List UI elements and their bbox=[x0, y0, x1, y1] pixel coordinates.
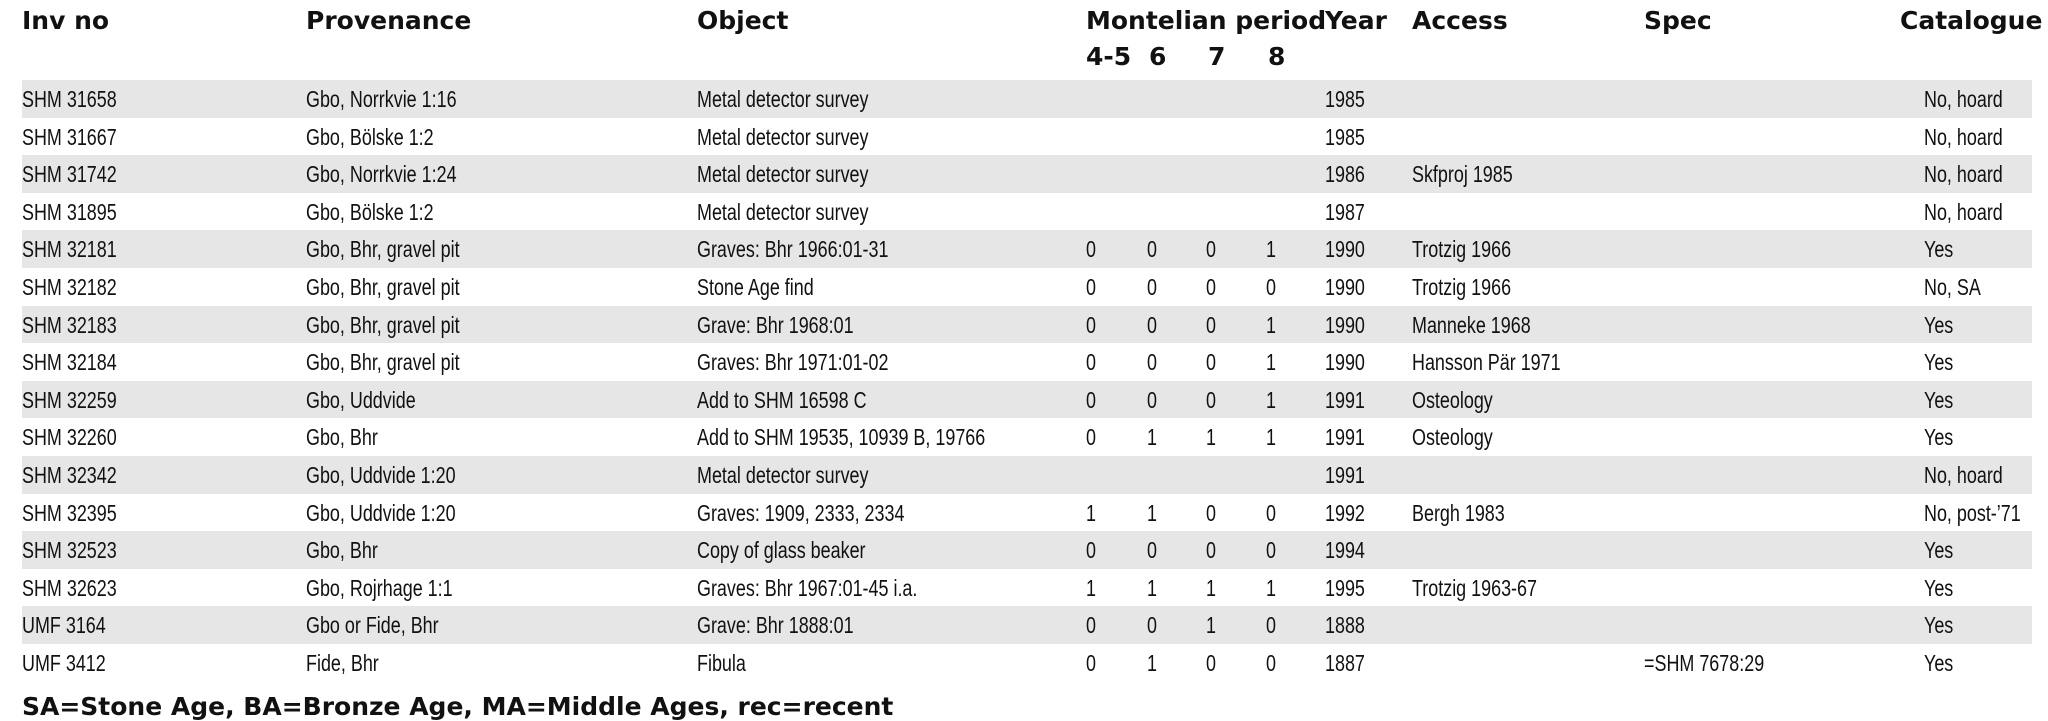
cell-year: 1991 bbox=[1325, 424, 1365, 451]
cell-period-8: 0 bbox=[1266, 499, 1276, 526]
table-body bbox=[22, 80, 2032, 682]
cell-period-7: 1 bbox=[1206, 574, 1216, 601]
header-provenance: Provenance bbox=[306, 6, 472, 35]
cell-inv-no: SHM 31742 bbox=[22, 161, 117, 188]
cell-period-4-5: 0 bbox=[1086, 386, 1096, 413]
header-period-7: 7 bbox=[1208, 42, 1226, 71]
cell-inv-no: SHM 32182 bbox=[22, 273, 117, 300]
cell-access: Skfproj 1985 bbox=[1412, 161, 1513, 188]
cell-period-8: 0 bbox=[1266, 612, 1276, 639]
cell-object: Metal detector survey bbox=[697, 461, 869, 488]
cell-provenance: Fide, Bhr bbox=[306, 649, 379, 676]
cell-year: 1985 bbox=[1325, 86, 1365, 112]
cell-catalogue: Yes bbox=[1924, 612, 1954, 639]
cell-period-4-5: 0 bbox=[1086, 311, 1096, 338]
cell-object: Copy of glass beaker bbox=[697, 537, 866, 564]
cell-year: 1991 bbox=[1325, 461, 1365, 488]
cell-period-7: 0 bbox=[1206, 649, 1216, 676]
cell-access: Trotzig 1963-67 bbox=[1412, 574, 1537, 601]
cell-period-8: 1 bbox=[1266, 574, 1276, 601]
cell-access: Hansson Pär 1971 bbox=[1412, 349, 1561, 376]
cell-inv-no: SHM 31895 bbox=[22, 198, 117, 225]
cell-year: 1995 bbox=[1325, 574, 1365, 601]
table-row bbox=[22, 606, 2032, 644]
cell-object: Graves: Bhr 1967:01-45 i.a. bbox=[697, 574, 918, 601]
cell-period-4-5: 0 bbox=[1086, 349, 1096, 376]
cell-object: Add to SHM 16598 C bbox=[697, 386, 867, 413]
cell-object: Metal detector survey bbox=[697, 86, 869, 112]
cell-inv-no: SHM 31658 bbox=[22, 86, 117, 112]
cell-period-7: 0 bbox=[1206, 273, 1216, 300]
cell-access: Trotzig 1966 bbox=[1412, 236, 1512, 263]
cell-period-4-5: 1 bbox=[1086, 499, 1096, 526]
header-period-8: 8 bbox=[1268, 42, 1286, 71]
header-year: Year bbox=[1325, 6, 1387, 35]
table-row bbox=[22, 456, 2032, 494]
cell-period-6: 0 bbox=[1147, 386, 1157, 413]
cell-period-6: 0 bbox=[1147, 612, 1157, 639]
cell-period-7: 0 bbox=[1206, 349, 1216, 376]
cell-inv-no: SHM 32260 bbox=[22, 424, 117, 451]
cell-inv-no: SHM 32623 bbox=[22, 574, 117, 601]
cell-period-4-5: 0 bbox=[1086, 537, 1096, 564]
cell-year: 1990 bbox=[1325, 273, 1365, 300]
inventory-table bbox=[22, 0, 2043, 682]
cell-provenance: Gbo, Bhr, gravel pit bbox=[306, 236, 460, 263]
cell-provenance: Gbo, Bölske 1:2 bbox=[306, 123, 434, 150]
cell-access: Bergh 1983 bbox=[1412, 499, 1505, 526]
cell-access: Manneke 1968 bbox=[1412, 311, 1531, 338]
cell-provenance: Gbo, Norrkvie 1:16 bbox=[306, 86, 457, 112]
cell-period-4-5: 0 bbox=[1086, 649, 1096, 676]
table-row bbox=[22, 531, 2032, 569]
cell-period-6: 0 bbox=[1147, 349, 1157, 376]
cell-year: 1990 bbox=[1325, 236, 1365, 263]
cell-object: Metal detector survey bbox=[697, 198, 869, 225]
header-period-4-5: 4-5 bbox=[1086, 42, 1132, 71]
cell-period-6: 0 bbox=[1147, 273, 1157, 300]
cell-year: 1992 bbox=[1325, 499, 1365, 526]
cell-catalogue: Yes bbox=[1924, 424, 1954, 451]
cell-inv-no: SHM 32259 bbox=[22, 386, 117, 413]
cell-catalogue: No, hoard bbox=[1924, 123, 2003, 150]
table-row bbox=[22, 118, 2032, 156]
header-montelian-period: Montelian period bbox=[1086, 6, 1327, 35]
cell-year: 1985 bbox=[1325, 123, 1365, 150]
cell-catalogue: Yes bbox=[1924, 537, 1954, 564]
cell-period-7: 0 bbox=[1206, 537, 1216, 564]
cell-inv-no: SHM 31667 bbox=[22, 123, 117, 150]
cell-provenance: Gbo, Bhr, gravel pit bbox=[306, 311, 460, 338]
cell-provenance: Gbo, Bhr bbox=[306, 537, 378, 564]
cell-period-4-5: 0 bbox=[1086, 273, 1096, 300]
cell-period-4-5: 0 bbox=[1086, 612, 1096, 639]
cell-provenance: Gbo, Rojrhage 1:1 bbox=[306, 574, 453, 601]
cell-inv-no: SHM 32184 bbox=[22, 349, 117, 376]
cell-inv-no: SHM 32395 bbox=[22, 499, 117, 526]
cell-catalogue: Yes bbox=[1924, 574, 1954, 601]
cell-period-8: 1 bbox=[1266, 424, 1276, 451]
cell-catalogue: No, hoard bbox=[1924, 86, 2003, 112]
header-object: Object bbox=[697, 6, 789, 35]
cell-object: Grave: Bhr 1968:01 bbox=[697, 311, 854, 338]
cell-spec: =SHM 7678:29 bbox=[1644, 649, 1765, 676]
cell-catalogue: No, SA bbox=[1924, 273, 1981, 300]
cell-period-6: 1 bbox=[1147, 574, 1157, 601]
cell-period-8: 1 bbox=[1266, 386, 1276, 413]
cell-year: 1987 bbox=[1325, 198, 1365, 225]
cell-period-7: 0 bbox=[1206, 386, 1216, 413]
cell-object: Metal detector survey bbox=[697, 123, 869, 150]
cell-object: Stone Age find bbox=[697, 273, 814, 300]
table-row bbox=[22, 644, 2032, 682]
cell-year: 1994 bbox=[1325, 537, 1365, 564]
cell-year: 1990 bbox=[1325, 349, 1365, 376]
cell-year: 1986 bbox=[1325, 161, 1365, 188]
cell-provenance: Gbo, Norrkvie 1:24 bbox=[306, 161, 457, 188]
cell-period-8: 0 bbox=[1266, 649, 1276, 676]
table-row bbox=[22, 193, 2032, 231]
cell-provenance: Gbo, Bhr bbox=[306, 424, 378, 451]
cell-catalogue: No, hoard bbox=[1924, 161, 2003, 188]
cell-period-7: 1 bbox=[1206, 424, 1216, 451]
cell-access: Osteology bbox=[1412, 424, 1493, 451]
table-row bbox=[22, 306, 2032, 344]
cell-year: 1887 bbox=[1325, 649, 1365, 676]
cell-period-7: 0 bbox=[1206, 236, 1216, 263]
table-row bbox=[22, 343, 2032, 381]
cell-period-4-5: 0 bbox=[1086, 236, 1096, 263]
cell-period-8: 1 bbox=[1266, 236, 1276, 263]
cell-object: Add to SHM 19535, 10939 B, 19766 bbox=[697, 424, 986, 451]
cell-catalogue: Yes bbox=[1924, 236, 1954, 263]
cell-year: 1990 bbox=[1325, 311, 1365, 338]
cell-period-6: 0 bbox=[1147, 311, 1157, 338]
cell-object: Graves: Bhr 1971:01-02 bbox=[697, 349, 889, 376]
cell-catalogue: No, hoard bbox=[1924, 198, 2003, 225]
cell-provenance: Gbo, Uddvide bbox=[306, 386, 416, 413]
cell-object: Graves: Bhr 1966:01-31 bbox=[697, 236, 889, 263]
header-inv-no: Inv no bbox=[22, 6, 110, 35]
cell-provenance: Gbo, Bölske 1:2 bbox=[306, 198, 434, 225]
cell-object: Metal detector survey bbox=[697, 161, 869, 188]
cell-period-8: 1 bbox=[1266, 349, 1276, 376]
cell-period-6: 0 bbox=[1147, 236, 1157, 263]
cell-inv-no: SHM 32342 bbox=[22, 461, 117, 488]
cell-period-6: 1 bbox=[1147, 424, 1157, 451]
cell-catalogue: No, post-’71 bbox=[1924, 499, 2021, 526]
cell-object: Grave: Bhr 1888:01 bbox=[697, 612, 854, 639]
cell-provenance: Gbo or Fide, Bhr bbox=[306, 612, 439, 639]
table-row bbox=[22, 418, 2032, 456]
cell-access: Trotzig 1966 bbox=[1412, 273, 1512, 300]
header-period-6: 6 bbox=[1149, 42, 1167, 71]
cell-catalogue: Yes bbox=[1924, 349, 1954, 376]
cell-period-7: 1 bbox=[1206, 612, 1216, 639]
cell-provenance: Gbo, Uddvide 1:20 bbox=[306, 499, 456, 526]
table-header bbox=[22, 0, 2043, 80]
cell-year: 1991 bbox=[1325, 386, 1365, 413]
cell-object: Fibula bbox=[697, 649, 746, 676]
cell-period-6: 0 bbox=[1147, 537, 1157, 564]
cell-period-8: 0 bbox=[1266, 273, 1276, 300]
cell-object: Graves: 1909, 2333, 2334 bbox=[697, 499, 905, 526]
header-access: Access bbox=[1412, 6, 1508, 35]
cell-inv-no: SHM 32183 bbox=[22, 311, 117, 338]
header-spec: Spec bbox=[1644, 6, 1712, 35]
cell-inv-no: SHM 32181 bbox=[22, 236, 117, 263]
cell-provenance: Gbo, Uddvide 1:20 bbox=[306, 461, 456, 488]
cell-period-7: 0 bbox=[1206, 499, 1216, 526]
cell-provenance: Gbo, Bhr, gravel pit bbox=[306, 349, 460, 376]
table-row bbox=[22, 80, 2032, 118]
cell-inv-no: UMF 3164 bbox=[22, 612, 106, 639]
cell-period-8: 1 bbox=[1266, 311, 1276, 338]
cell-access: Osteology bbox=[1412, 386, 1493, 413]
table-row bbox=[22, 155, 2032, 193]
cell-catalogue: No, hoard bbox=[1924, 461, 2003, 488]
table-row bbox=[22, 569, 2032, 607]
cell-inv-no: UMF 3412 bbox=[22, 649, 106, 676]
table-row bbox=[22, 268, 2032, 306]
cell-catalogue: Yes bbox=[1924, 311, 1954, 338]
cell-catalogue: Yes bbox=[1924, 649, 1954, 676]
cell-period-4-5: 0 bbox=[1086, 424, 1096, 451]
header-catalogue: Catalogue bbox=[1900, 6, 2043, 35]
table-row bbox=[22, 494, 2032, 532]
cell-inv-no: SHM 32523 bbox=[22, 537, 117, 564]
table-row bbox=[22, 230, 2032, 268]
cell-period-8: 0 bbox=[1266, 537, 1276, 564]
cell-period-7: 0 bbox=[1206, 311, 1216, 338]
cell-catalogue: Yes bbox=[1924, 386, 1954, 413]
cell-provenance: Gbo, Bhr, gravel pit bbox=[306, 273, 460, 300]
table-row bbox=[22, 381, 2032, 419]
cell-year: 1888 bbox=[1325, 612, 1365, 639]
cell-period-6: 1 bbox=[1147, 499, 1157, 526]
cell-period-6: 1 bbox=[1147, 649, 1157, 676]
footnote: SA=Stone Age, BA=Bronze Age, MA=Middle Ages, rec=recent bbox=[22, 692, 894, 721]
cell-period-4-5: 1 bbox=[1086, 574, 1096, 601]
